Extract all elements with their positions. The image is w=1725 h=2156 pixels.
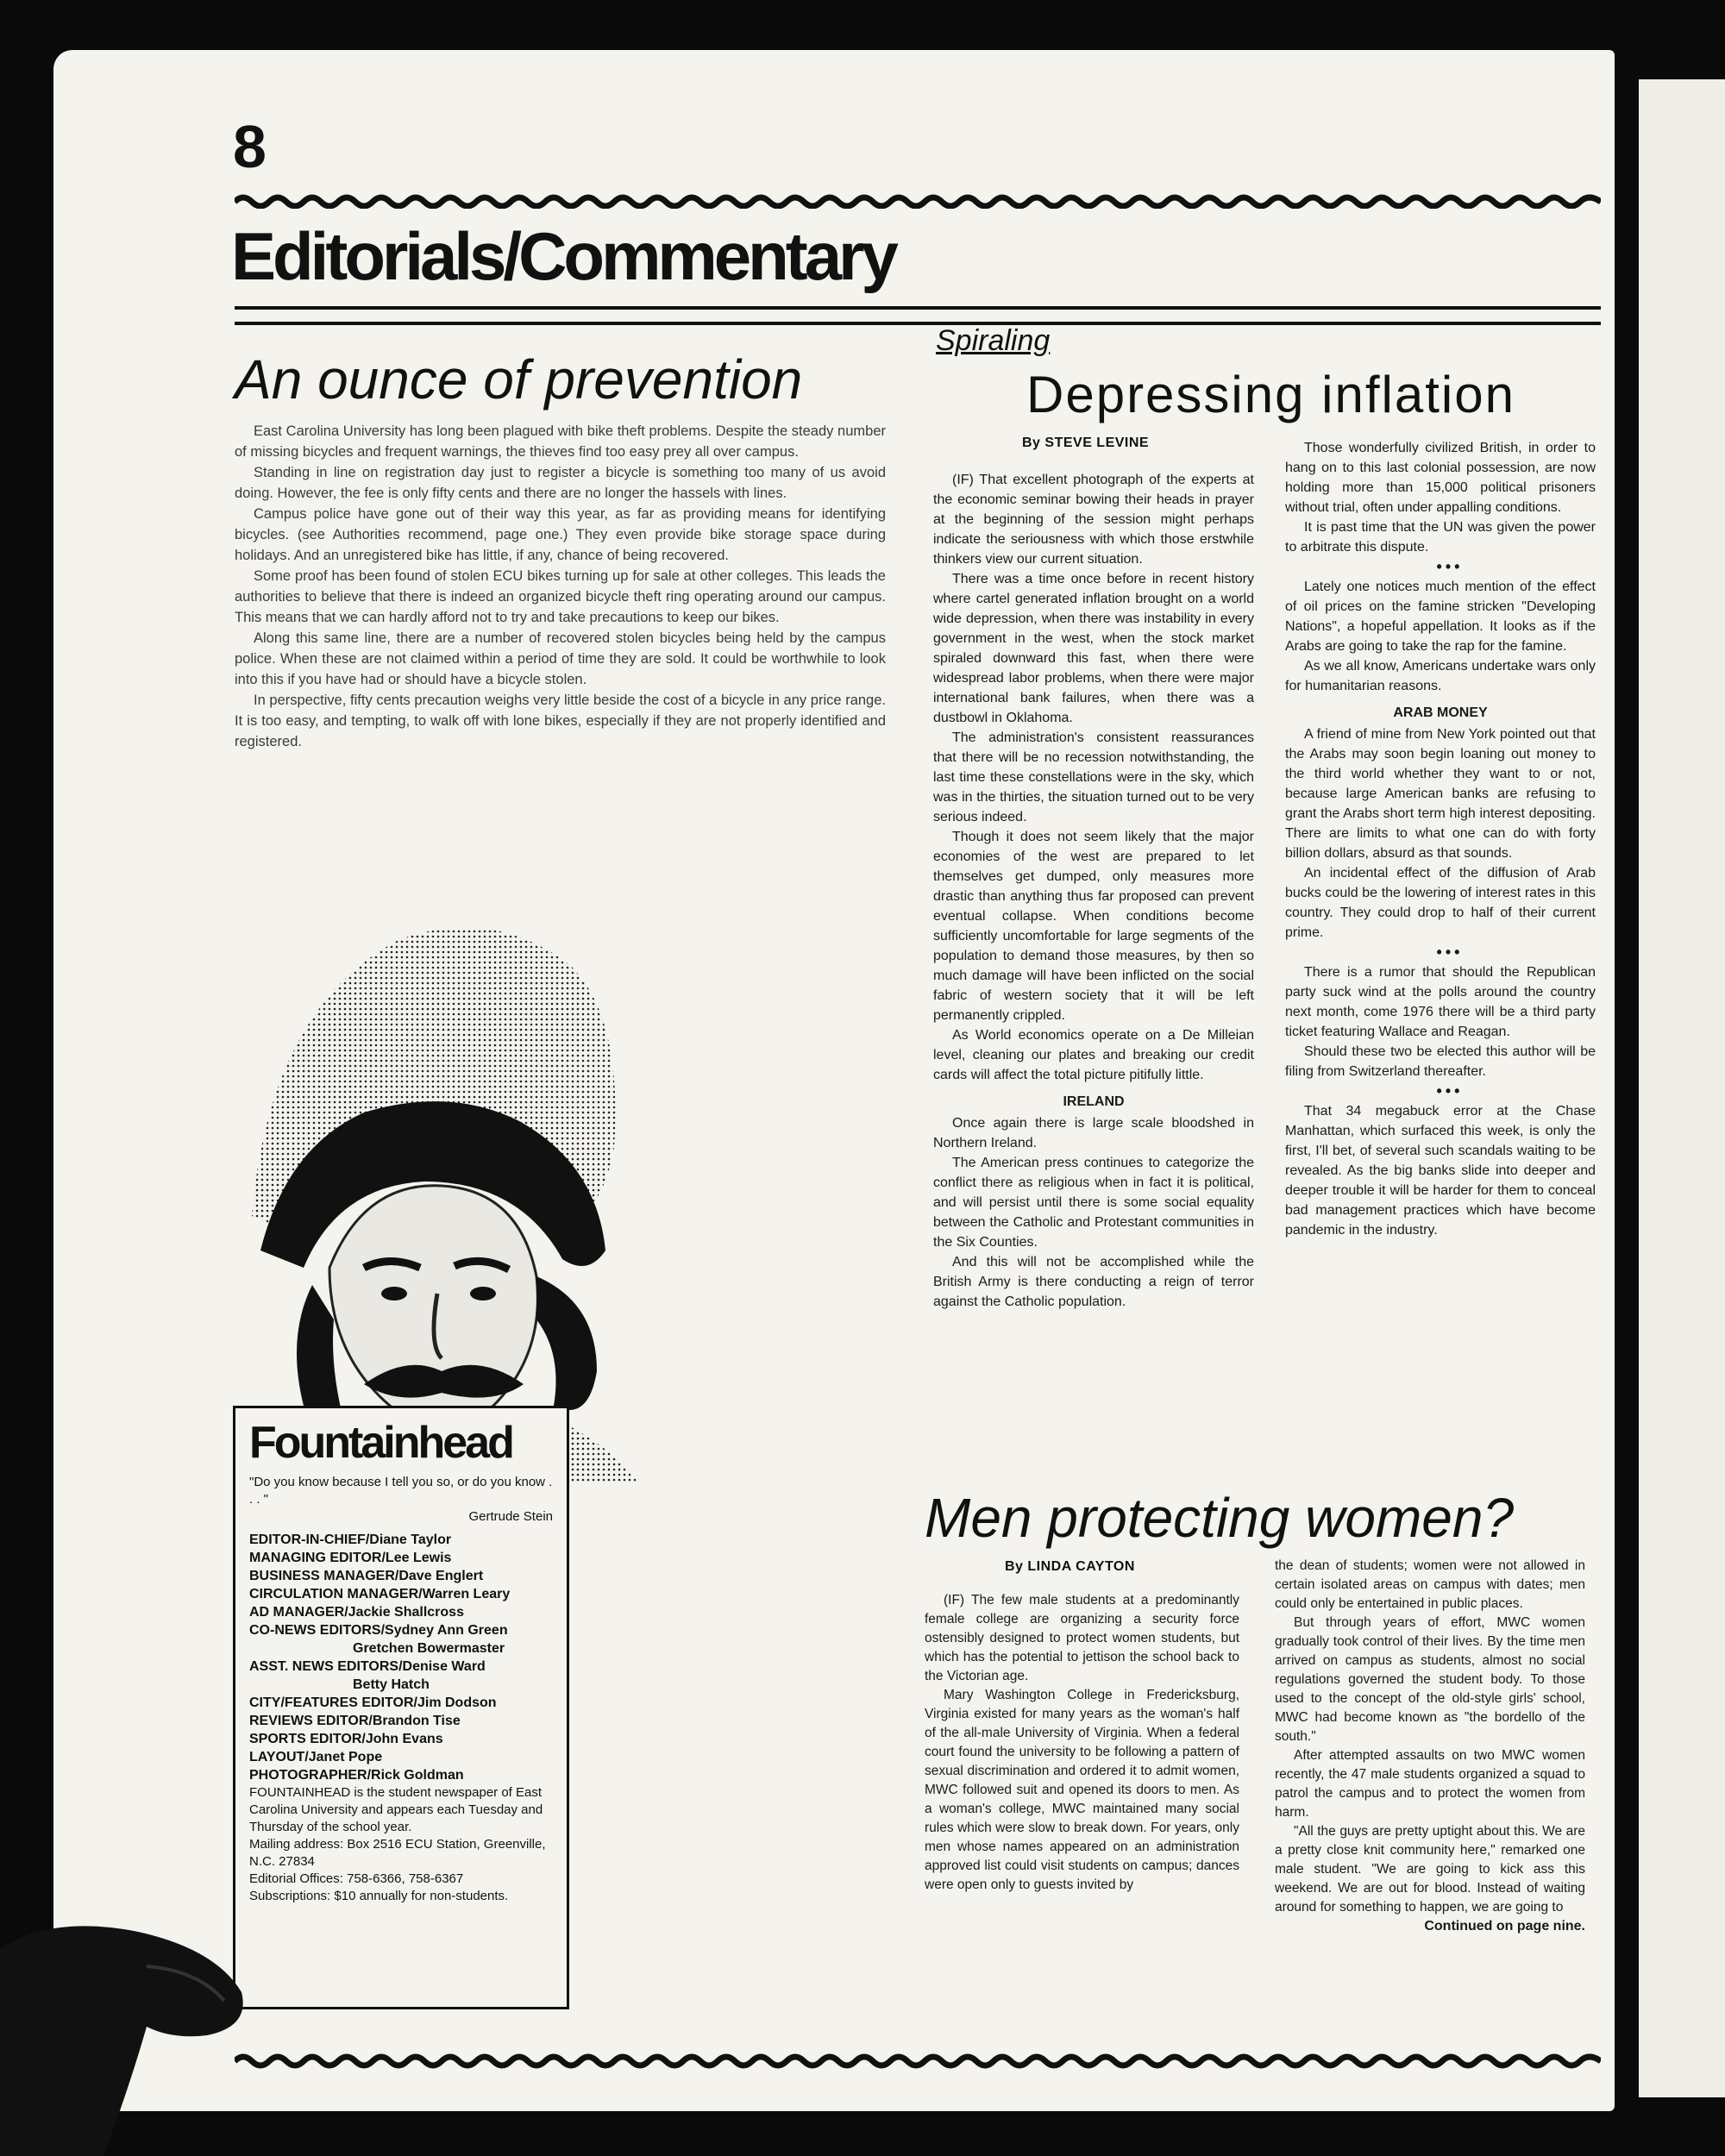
staff-entry: BUSINESS MANAGER/Dave Englert <box>249 1569 484 1583</box>
women-paragraph: "All the guys are pretty uptight about this. We are a pretty close knit community here," remarked one male student. "We are going to kick ass this weekend. We are out for blood. Instead of waiting around for something to happen, we are going to <box>1275 1824 1585 1915</box>
separator-dots: ••• <box>1436 558 1464 575</box>
inflation-headline: Depressing inflation <box>1026 366 1515 423</box>
women-column-1 <box>925 1591 1239 1895</box>
inflation-byline: By STEVE LEVINE <box>1022 436 1150 450</box>
masthead-info: FOUNTAINHEAD is the student newspaper of East Carolina University and appears each Tuesday and Thursday of the school year. <box>249 1785 543 1834</box>
staff-entry: AD MANAGER/Jackie Shallcross <box>249 1605 464 1620</box>
staff-entry: MANAGING EDITOR/Lee Lewis <box>249 1551 452 1565</box>
staff-entry: CITY/FEATURES EDITOR/Jim Dodson <box>249 1695 497 1710</box>
inflation-paragraph: Lately one notices much mention of the effect of oil prices on the famine stricken "Developing Nations", a hopeful appellation. It looks as if the Arabs are going to take the rap for the famine. <box>1285 580 1596 654</box>
women-column-2 <box>1275 1557 1585 1936</box>
editorial-paragraph: Some proof has been found of stolen ECU bikes turning up for sale at other colleges. This leads the authorities to believe that there is indeed an organized bicycle theft ring operating around our campus. This means that we can hardly afford not to try and take precautions to keep our bikes. <box>235 568 886 625</box>
editorial-headline: An ounce of prevention <box>235 348 803 411</box>
women-byline: By LINDA CAYTON <box>1005 1559 1135 1574</box>
inflation-paragraph: Once again there is large scale bloodshed in Northern Ireland. <box>933 1116 1254 1150</box>
inflation-paragraph: (IF) That excellent photograph of the experts at the economic seminar bowing their heads in prayer at the beginning of the session might perhaps indicate the seriousness with which those erstwhile thinkers view our current situation. <box>933 473 1254 567</box>
quote-author: Gertrude Stein <box>468 1509 553 1524</box>
inflation-paragraph: Should these two be elected this author will be filing from Switzerland thereafter. <box>1285 1044 1596 1079</box>
masthead-quote <box>249 1474 553 1526</box>
inflation-paragraph: As we all know, Americans undertake wars only for humanitarian reasons. <box>1285 659 1596 693</box>
editorial-paragraph: Campus police have gone out of their way this year, as far as providing means for identifying bicycles. (see Authorities recommend, page one.) They even provide bike storage space during holidays. And an unregistered bike has little, if any, chance of being recovered. <box>235 506 886 563</box>
bottom-wavy-rule <box>235 2053 1601 2070</box>
masthead-info: Mailing address: Box 2516 ECU Station, Greenville, N.C. 27834 <box>249 1837 546 1869</box>
inflation-paragraph: It is past time that the UN was given the power to arbitrate this dispute. <box>1285 520 1596 555</box>
thumb-shape <box>0 1880 259 2156</box>
section-title: Editorials/Commentary <box>231 218 895 294</box>
staff-entry: EDITOR-IN-CHIEF/Diane Taylor <box>249 1532 452 1547</box>
editorial-body <box>235 421 886 752</box>
inflation-column-2 <box>1285 438 1596 1240</box>
separator-dots: ••• <box>1436 943 1464 961</box>
women-paragraph: Mary Washington College in Fredericksburg, Virginia existed for many years as the woman's half of the all-male University of Virginia. When a federal court found the university to be following a pattern of sexual discrimination and ordered it to admit women, MWC followed suit and opened its doors to men. As a woman's college, MWC maintained many social rules which were slow to break down. For years, only men whose names appeared on an administration approved list could visit students on campus; dances were open only to guests invited by <box>925 1688 1239 1892</box>
subhead-ireland: IRELAND <box>1063 1094 1125 1109</box>
section-double-rule <box>235 306 1601 325</box>
editorial-paragraph: Along this same line, there are a number of recovered stolen bicycles being held by the campus police. When these are not claimed within a period of time they are sold. It could be worthwhile to look into this if you have had or should have a bicycle stolen. <box>235 630 886 687</box>
inflation-paragraph: The American press continues to categorize the conflict there as religious when in fact it is political, and will persist until there is some social equality between the Catholic and Protestant communities in the Six Counties. <box>933 1156 1254 1250</box>
staff-entry: ASST. NEWS EDITORS/Denise Ward <box>249 1659 486 1674</box>
inflation-paragraph: As World economics operate on a De Milleian level, cleaning our plates and breaking our credit cards will affect the total picture pitifully little. <box>933 1028 1254 1082</box>
staff-entry: Betty Hatch <box>353 1677 430 1692</box>
women-paragraph: (IF) The few male students at a predominantly female college are organizing a security force ostensibly designed to protect women students, but which has the potential to jettison the school back to the Victorian age. <box>925 1593 1239 1683</box>
staff-entry: PHOTOGRAPHER/Rick Goldman <box>249 1768 464 1783</box>
inflation-paragraph: There was a time once before in recent history where cartel generated inflation brought on a world wide depression, when there was instability in every government in the west, when the stock market spiraled downward this fast, when there were widespread labor problems, when there were major international bank failures, when there was a dustbowl in Oklahoma. <box>933 572 1254 725</box>
inflation-paragraph: Those wonderfully civilized British, in order to hang on to this last colonial possession, are now holding more than 15,000 political prisoners without trial, often under appalling conditions. <box>1285 441 1596 515</box>
staff-entry: REVIEWS EDITOR/Brandon Tise <box>249 1714 461 1728</box>
portrait-illustration <box>235 888 640 1483</box>
separator-dots: ••• <box>1436 1082 1464 1100</box>
women-paragraph: But through years of effort, MWC women gradually took control of their lives. By the time men arrived on campus as students, almost no social regulations governed the student body. To those used to the concept of the old-style girls' school, MWC had become known as "the bordello of the south." <box>1275 1615 1585 1744</box>
inflation-kicker: Spiraling <box>936 324 1051 357</box>
inflation-paragraph: And this will not be accomplished while the British Army is there conducting a reign of terror against the Catholic population. <box>933 1255 1254 1309</box>
editorial-paragraph: Standing in line on registration day just to register a bicycle is something too many of us avoid doing. However, the fee is only fifty cents and there are no longer the hassels with lines. <box>235 465 886 501</box>
inflation-paragraph: There is a rumor that should the Republican party suck wind at the polls around the country next month, come 1976 there will be a third party ticket featuring Wallace and Reagan. <box>1285 965 1596 1039</box>
quote-text: "Do you know because I tell you so, or do you know . . . " <box>249 1475 553 1507</box>
inflation-paragraph: The administration's consistent reassurances that there will be no recession notwithstanding, the last time these constellations were in the sky, which was in the thirties, the situation turned out to be very serious indeed. <box>933 730 1254 824</box>
continued-notice: Continued on page nine. <box>1424 1919 1585 1934</box>
staff-entry: SPORTS EDITOR/John Evans <box>249 1732 443 1746</box>
staff-entry: Gretchen Bowermaster <box>353 1641 505 1656</box>
page-number: 8 <box>233 113 267 180</box>
staff-entry: LAYOUT/Janet Pope <box>249 1750 383 1764</box>
masthead-info: Editorial Offices: 758-6366, 758-6367 <box>249 1871 464 1886</box>
top-wavy-rule <box>235 191 1601 209</box>
inflation-column-1 <box>933 470 1254 1312</box>
masthead-box <box>233 1406 569 2009</box>
women-paragraph: the dean of students; women were not allowed in certain isolated areas on campus with dates; men could only be entertained in public places. <box>1275 1558 1585 1611</box>
staff-entry: CO-NEWS EDITORS/Sydney Ann Green <box>249 1623 508 1638</box>
women-headline: Men protecting women? <box>925 1487 1515 1549</box>
inflation-paragraph: That 34 megabuck error at the Chase Manhattan, which surfaced this week, is only the first, I'll bet, of several such scandals waiting to be revealed. As the big banks slide into deeper and deeper trouble it will be harder for them to conceal bad management practices which have become pandemic in the industry. <box>1285 1104 1596 1238</box>
inflation-paragraph: A friend of mine from New York pointed out that the Arabs may soon begin loaning out money to the third world whether they want to or not, because large American banks are refusing to grant the Arabs short term high interest depositing. There are limits to what one can do with forty billion dollars, absurd as that sounds. <box>1285 727 1596 861</box>
editorial-paragraph: East Carolina University has long been plagued with bike theft problems. Despite the steady number of missing bicycles and frequent warnings, the thieves find too easy prey all over campus. <box>235 423 886 460</box>
editorial-paragraph: In perspective, fifty cents precaution weighs very little beside the cost of a bicycle in any price range. It is too easy, and tempting, to walk off with lone bikes, especially if they are not properly identified and registered. <box>235 693 886 749</box>
masthead-title: Fountainhead <box>249 1418 512 1468</box>
staff-entry: CIRCULATION MANAGER/Warren Leary <box>249 1587 511 1601</box>
women-paragraph: After attempted assaults on two MWC women recently, the 47 male students organized a squad to patrol the campus and to protect the women from harm. <box>1275 1748 1585 1820</box>
staff-list <box>249 1531 553 1905</box>
masthead-info: Subscriptions: $10 annually for non-students. <box>249 1889 509 1903</box>
adjacent-page-edge <box>1639 79 1725 2097</box>
subhead-arab-money: ARAB MONEY <box>1393 705 1488 720</box>
inflation-paragraph: An incidental effect of the diffusion of Arab bucks could be the lowering of interest rates in this country. They could drop to half of their current prime. <box>1285 866 1596 940</box>
inflation-paragraph: Though it does not seem likely that the major economies of the west are prepared to let themselves get dumped, only measures more drastic than anything thus far proposed can prevent eventual collapse. When conditions become sufficiently uncomfortable for large segments of the population to demand those measures, by then so much damage will have been inflicted on the social fabric of western society that it will be left permanently crippled. <box>933 830 1254 1023</box>
